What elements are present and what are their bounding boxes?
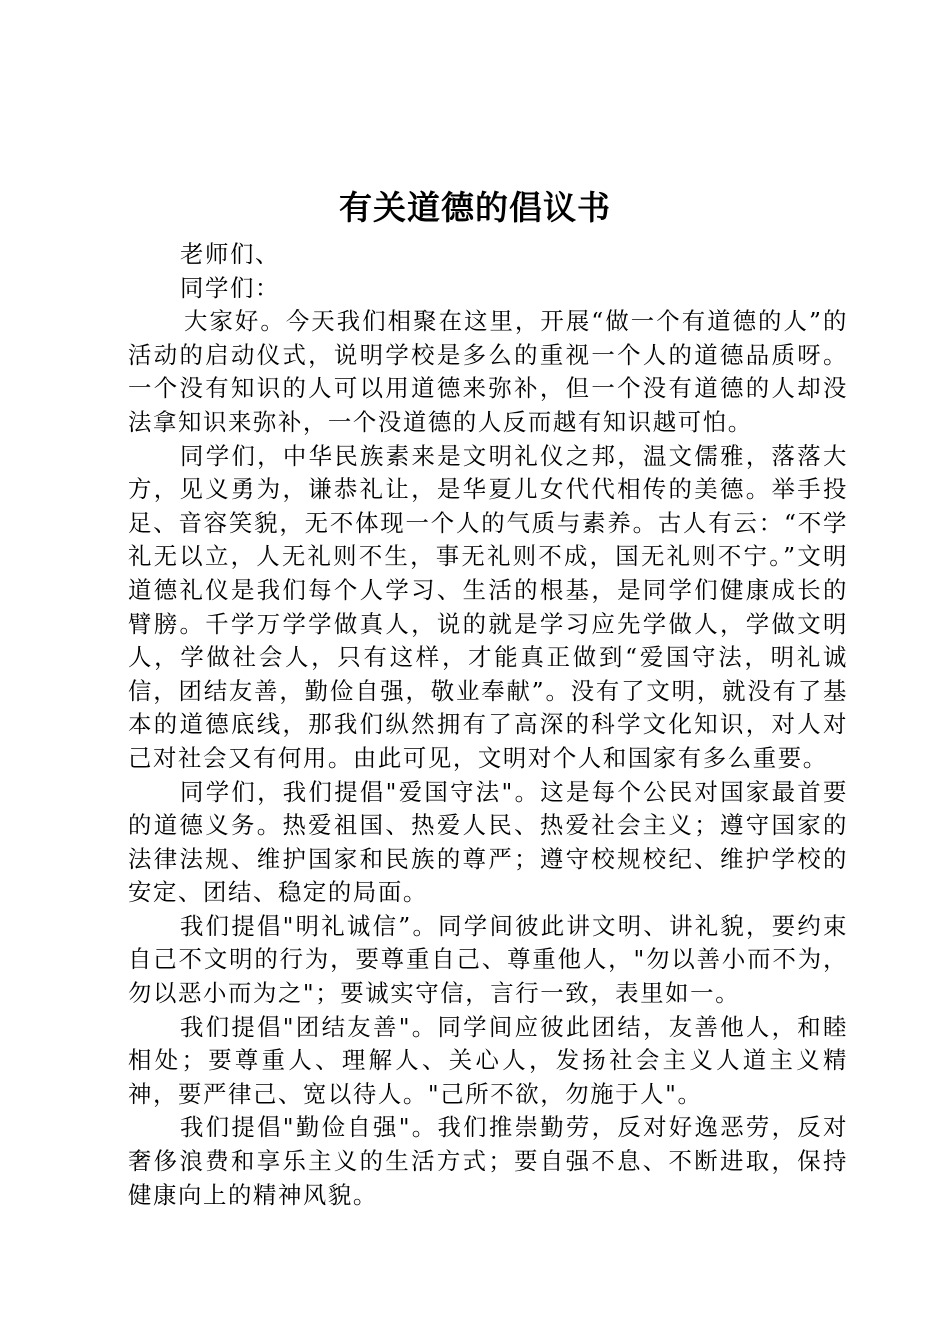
salutation-students: 同学们：	[180, 273, 280, 302]
document-body	[128, 238, 848, 1212]
paragraph-courtesy-honesty: 我们提倡"明礼诚信”。同学间彼此讲文明、讲礼貌，要约束自己不文明的行为，要尊重自己、尊重他人，"勿以善小而不为，勿以恶小而为之"；要诚实守信，言行一致，表里如一。	[128, 911, 848, 1008]
salutation-teachers: 老师们、	[180, 240, 280, 268]
paragraph-diligence-self-reliance: 我们提倡"勤俭自强"。我们推崇勤劳，反对好逸恶劳，反对奢侈浪费和享乐主义的生活方式；要自强不息、不断进取，保持健康向上的精神风貌。	[128, 1113, 848, 1209]
paragraph-civilization: 同学们，中华民族素来是文明礼仪之邦，温文儒雅，落落大方，见义勇为，谦恭礼让，是华夏儿女代代相传的美德。举手投足、音容笑貌，无不体现一个人的气质与素养。古人有云：“不学礼无以立，人无礼则不生，事无礼则不成，国无礼则不宁。”文明道德礼仪是我们每个人学习、生活的根基，是同学们健康成长的臂膀。千学万学学做真人，说的就是学习应先学做人，学做文明人，学做社会人，只有这样，才能真正做到“爱国守法，明礼诚信，团结友善，勤俭自强，敬业奉献”。没有了文明，就没有了基本的道德底线，那我们纵然拥有了高深的科学文化知识，对人对己对社会又有何用。由此可见，文明对个人和国家有多么重要。	[128, 441, 848, 772]
paragraph-greeting: 大家好。今天我们相聚在这里，开展“做一个有道德的人”的活动的启动仪式，说明学校是多么的重视一个人的道德品质呀。一个没有知识的人可以用道德来弥补，但一个没有道德的人却没法拿知识来弥补，一个没道德的人反而越有知识越可怕。	[128, 307, 848, 436]
paragraph-patriotism: 同学们，我们提倡"爱国守法"。这是每个公民对国家最首要的道德义务。热爱祖国、热爱人民、热爱社会主义；遵守国家的法律法规、维护国家和民族的尊严；遵守校规校纪、维护学校的安定、团结、稳定的局面。	[128, 777, 848, 907]
document-title: 有关道德的倡议书	[339, 188, 611, 227]
paragraph-unity-friendliness: 我们提倡"团结友善"。同学间应彼此团结，友善他人，和睦相处；要尊重人、理解人、关心人，发扬社会主义人道主义精神，要严律己、宽以待人。"己所不欲，勿施于人"。	[128, 1012, 848, 1108]
